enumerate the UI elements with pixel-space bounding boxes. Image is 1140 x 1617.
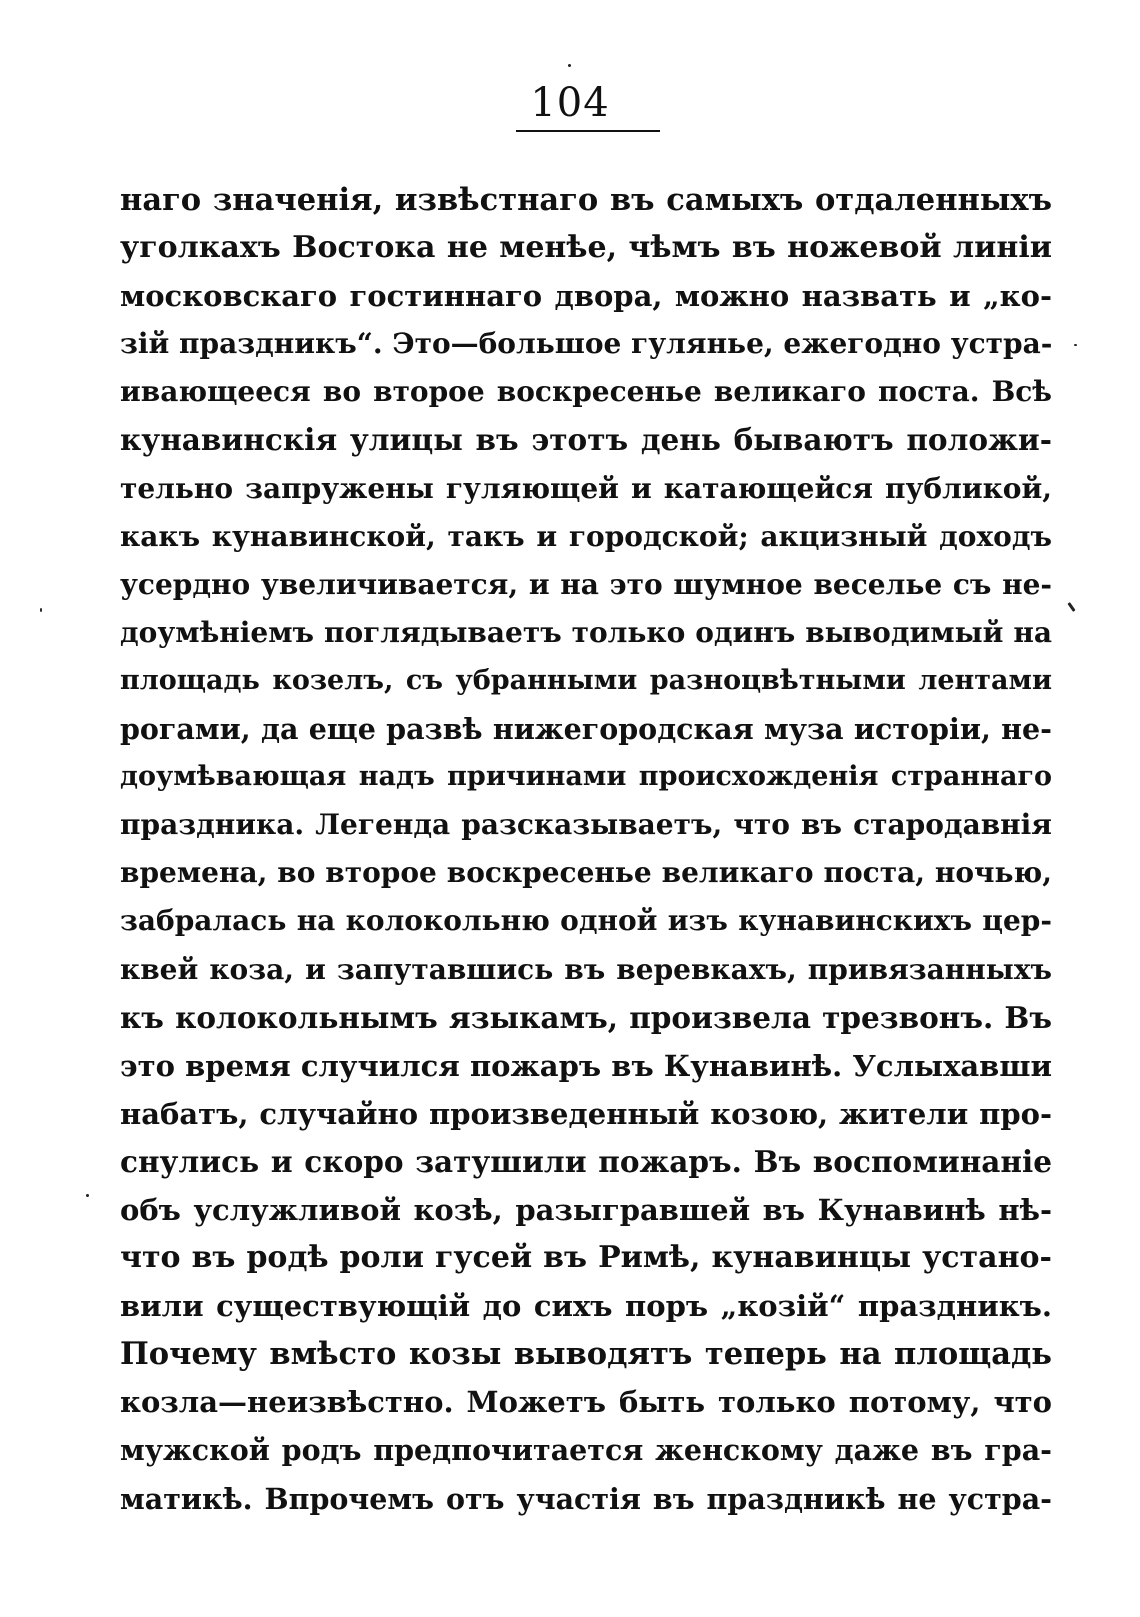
scan-speck [86, 1194, 89, 1197]
page-number-rule [516, 130, 660, 132]
text-line: забралась на колокольню одной изъ кунавинскихъ цер- [120, 904, 1052, 938]
scan-speck [568, 64, 571, 67]
scan-speck [1074, 344, 1077, 346]
text-line: къ колокольнымъ языкамъ, произвела трезвонъ. Въ [120, 999, 1052, 1035]
text-line: площадь козелъ, съ убранными разноцвѣтными лентами [120, 664, 1052, 696]
text-line: набатъ, случайно произведенный козою, жители про- [120, 1096, 1052, 1131]
text-line: какъ кунавинской, такъ и городской; акцизный доходъ [120, 519, 1052, 553]
text-line: мужской родъ предпочитается женскому даже въ гра- [120, 1433, 1052, 1468]
text-line: усердно увеличивается, и на это шумное веселье съ не- [120, 567, 1052, 601]
text-line: тельно запружены гуляющей и катающейся публикой, [120, 471, 1052, 505]
scan-speck [1067, 602, 1075, 612]
text-line: московскаго гостиннаго двора, можно назвать и „ко- [120, 279, 1052, 314]
page-number: 104 [530, 80, 610, 126]
text-line: козла—неизвѣстно. Можетъ быть только потому, что [120, 1385, 1052, 1420]
scan-speck [40, 608, 42, 612]
text-line: наго значенія, извѣстнаго въ самыхъ отдаленныхъ [120, 182, 1052, 218]
text-line: рогами, да еще развѣ нижегородская муза исторіи, не- [120, 712, 1052, 747]
text-line: объ услужливой козѣ, разыгравшей въ Кунавинѣ нѣ- [120, 1192, 1052, 1227]
text-line: матикѣ. Впрочемъ отъ участія въ праздникѣ не устра- [120, 1481, 1052, 1516]
text-line: зій праздникъ“. Это—большое гулянье, ежегодно устра- [120, 327, 1052, 361]
text-line: доумѣвающая надъ причинами происхожденія страннаго [120, 761, 1052, 793]
text-line: это время случился пожаръ въ Кунавинѣ. Услыхавши [120, 1048, 1052, 1083]
text-line: ивающееся во второе воскресенье великаго поста. Всѣ [120, 375, 1052, 409]
body-text [120, 176, 1052, 1523]
text-line: квей коза, и запутавшись въ веревкахъ, привязанныхъ [120, 952, 1052, 986]
text-line: кунавинскія улицы въ этотъ день бываютъ положи- [120, 422, 1052, 458]
text-line: что въ родѣ роли гусей въ Римѣ, кунавинцы устано- [120, 1240, 1052, 1276]
text-line: вили существующій до сихъ поръ „козій“ праздникъ. [120, 1289, 1052, 1324]
text-line: Почему вмѣсто козы выводятъ теперь на площадь [120, 1336, 1052, 1373]
text-line: времена, во второе воскресенье великаго поста, ночью, [120, 856, 1052, 890]
text-line: праздника. Легенда разсказываетъ, что въ стародавнія [120, 808, 1052, 842]
text-line: снулись и скоро затушили пожаръ. Въ воспоминаніе [120, 1143, 1052, 1179]
text-line: доумѣніемъ поглядываетъ только одинъ выводимый на [120, 615, 1052, 649]
text-line: уголкахъ Востока не менѣе, чѣмъ въ ножевой линіи [120, 230, 1052, 266]
